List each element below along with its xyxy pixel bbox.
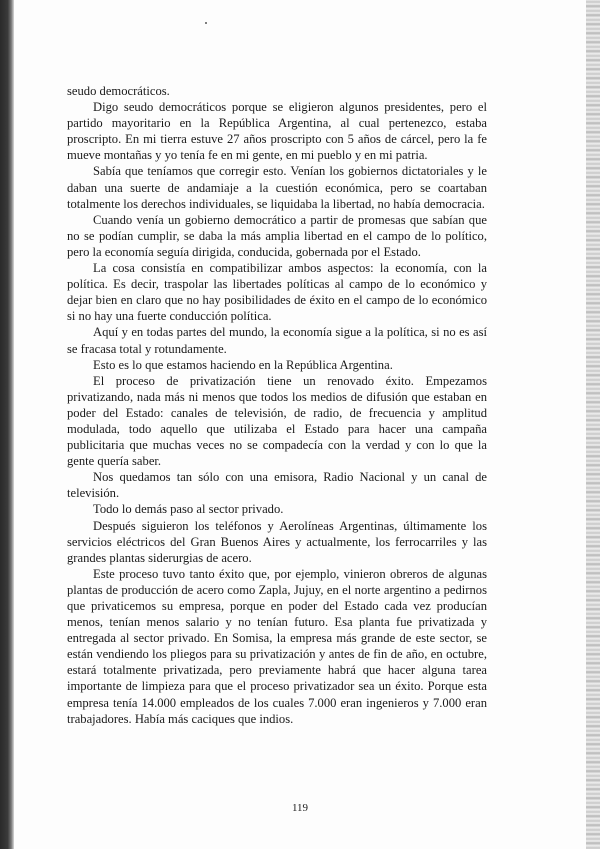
- scan-speck: [205, 22, 207, 24]
- paragraph: Digo seudo democráticos porque se eligieron algunos presidentes, pero el partido mayoritario en la República Argentina, al cual pertenezco, estaba proscripto. En mi tierra estuve 27 años proscripto con 5 años de cárcel, pero la fe mueve montañas y yo tenía fe en mi gente, en mi pueblo y en mi patria.: [67, 100, 487, 163]
- body-text: [67, 83, 487, 727]
- paragraph: Cuando venía un gobierno democrático a partir de promesas que sabían que no se podían cumplir, se daba la más amplia libertad en el campo de lo político, pero la economía seguía dirigida, conducida, gobernada por el Estado.: [67, 212, 487, 259]
- paragraph: Esto es lo que estamos haciendo en la República Argentina.: [93, 357, 393, 372]
- paragraph: Aquí y en todas partes del mundo, la economía sigue a la política, si no es así se fracasa total y rotundamente.: [67, 325, 487, 356]
- scan-left-edge: [0, 0, 14, 849]
- paragraph: El proceso de privatización tiene un renovado éxito. Empezamos privatizando, nada más ni menos que todos los medios de difusión que estaban en poder del Estado: canales de televisión, de radio, de frecuencia y amplitud modulada, todo aquello que utilizaba el Estado para hacer una campaña publicitaria que muchas veces no se compadecía con la verdad y con lo que la gente quería saber.: [67, 373, 487, 469]
- paragraph: La cosa consistía en compatibilizar ambos aspectos: la economía, con la política. Es decir, traspolar las libertades políticas al campo de lo económico y dejar bien en claro que no hay posibilidades de éxito en el campo de lo económico si no hay una fuerte conducción política.: [67, 261, 487, 324]
- paragraph: Todo lo demás paso al sector privado.: [93, 502, 284, 517]
- paragraph: Después siguieron los teléfonos y Aerolíneas Argentinas, últimamente los servicios eléctricos del Gran Buenos Aires y actualmente, los ferrocarriles y las grandes plantas siderurgias de acero.: [67, 518, 487, 565]
- paragraph: Este proceso tuvo tanto éxito que, por ejemplo, vinieron obreros de algunas plantas de producción de acero como Zapla, Jujuy, en el norte argentino a pedirnos que privaticemos su empresa, porque en poder del Estado cada vez producían menos, tenían menos salario y no tenían futuro. Esa planta fue privatizada y entregada al sector privado. En Somisa, la empresa más grande de este sector, se están vendiendo los pliegos para su privatización y antes de fin de año, en octubre, estará totalmente privatizada, pero previamente habrá que hacer alguna tarea importante de limpieza para que el proceso privatizador sea un éxito. Porque esta empresa tenía 14.000 empleados de los cuales 7.000 eran ingenieros y 7.000 eran trabajadores. Había más caciques que indios.: [67, 566, 487, 726]
- scan-right-edge: [586, 0, 600, 849]
- paragraph: seudo democráticos.: [67, 84, 170, 98]
- paragraph: Sabía que teníamos que corregir esto. Venían los gobiernos dictatoriales y le daban una suerte de andamiaje a la cuestión económica, pero se coartaban totalmente los derechos individuales, se liquidaba la libertad, no había democracia.: [67, 164, 487, 211]
- page-number: 119: [291, 802, 309, 814]
- paragraph: Nos quedamos tan sólo con una emisora, Radio Nacional y un canal de televisión.: [67, 470, 487, 501]
